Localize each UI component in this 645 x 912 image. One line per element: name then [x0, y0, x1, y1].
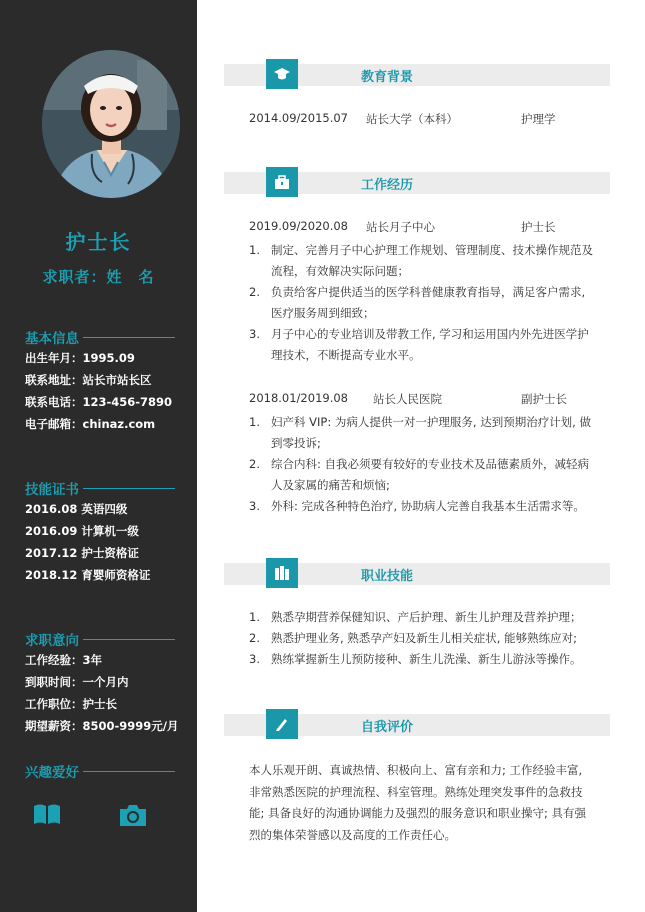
skills-header	[224, 563, 610, 585]
list-item: 2. 熟悉护理业务, 熟悉孕产妇及新生儿相关症状, 能够熟练应对;	[249, 631, 577, 645]
basic-info-heading: 基本信息	[25, 331, 79, 347]
company-name: 站长人民医院	[373, 392, 442, 406]
divider	[83, 639, 175, 640]
self-evaluation-header	[224, 714, 610, 736]
job-intention-section	[25, 629, 179, 737]
certificates-section	[25, 478, 175, 586]
email: 电子邮箱：chinaz.com	[25, 417, 156, 431]
school-name: 站长大学（本科）	[366, 112, 458, 126]
list-item: 1. 妇产科 VIP: 为病人提供一对一护理服务, 达到预期治疗计划, 做到零投诉;	[249, 415, 591, 450]
badge	[266, 59, 298, 89]
address: 联系地址：站长市站长区	[25, 373, 152, 387]
major: 护理学	[521, 112, 556, 126]
badge	[266, 558, 298, 588]
briefcase-icon	[274, 174, 290, 190]
experience: 工作经验：3年	[25, 653, 103, 667]
badge	[266, 709, 298, 739]
book-icon	[33, 803, 61, 825]
list-item: 3. 外科: 完成各种特色治疗, 协助病人完善自我基本生活需求等。	[249, 499, 585, 513]
certificate-item: 2016.08 英语四级	[25, 502, 128, 516]
self-evaluation-text: 本人乐观开朗、真诚热情、积极向上、富有亲和力; 工作经验丰富, 非常熟悉医院的护理流程、科室管理。熟练处理突发事件的急救技能; 具备良好的沟通协调能力及强烈的服务意识和职业操守; 具有强烈的集体荣誉感以及高度的工作责任心。	[249, 763, 587, 842]
education-heading: 教育背景	[361, 70, 414, 85]
divider	[83, 488, 175, 489]
expected-salary: 期望薪资：8500-9999元/月	[25, 719, 179, 733]
certificates-heading: 技能证书	[25, 482, 79, 498]
hobbies-heading: 兴趣爱好	[25, 765, 79, 781]
job-period: 2019.09/2020.08	[249, 219, 348, 233]
phone: 联系电话：123-456-7890	[25, 395, 173, 409]
position: 工作职位：护士长	[25, 697, 117, 711]
education-header	[224, 64, 610, 86]
books-icon	[274, 565, 290, 581]
job-period: 2018.01/2019.08	[249, 391, 348, 405]
job-intention-heading: 求职意向	[25, 633, 79, 649]
work-heading: 工作经历	[361, 178, 414, 193]
pencil-icon	[274, 716, 290, 732]
certificate-item: 2018.12 育婴师资格证	[25, 568, 151, 582]
education-period: 2014.09/2015.07	[249, 111, 348, 125]
skills-list	[249, 607, 594, 670]
list-item: 1. 制定、完善月子中心护理工作规划、管理制度、技术操作规范及流程，有效解决实际问题；	[249, 243, 593, 278]
basic-info-section	[25, 327, 175, 435]
list-item: 3. 月子中心的专业培训及带教工作, 学习和运用国内外先进医学护理技术，不断提高专业水平。	[249, 327, 589, 362]
applicant-name: 求职者：姓 名	[42, 268, 155, 286]
list-item: 2. 负责给客户提供适当的医学科普健康教育指导，满足客户需求,医疗服务周到细致；	[249, 285, 586, 320]
job-position: 副护士长	[521, 392, 567, 406]
sidebar	[0, 0, 197, 912]
certificate-item: 2016.09 计算机一级	[25, 524, 139, 538]
hobby-icons	[30, 803, 170, 829]
company-name: 站长月子中心	[366, 220, 435, 234]
camera-icon	[118, 803, 148, 827]
list-item: 1. 熟悉孕期营养保健知识、产后护理、新生儿护理及营养护理；	[249, 610, 582, 624]
job-duties-list	[249, 412, 594, 517]
badge	[266, 167, 298, 197]
hobbies-section	[25, 761, 175, 781]
avatar	[42, 50, 180, 198]
certificate-item: 2017.12 护士资格证	[25, 546, 139, 560]
skills-heading: 职业技能	[361, 569, 414, 584]
graduation-cap-icon	[274, 66, 290, 82]
job-duties-list	[249, 240, 594, 366]
list-item: 3. 熟练掌握新生儿预防接种、新生儿洗澡、新生儿游泳等操作。	[249, 652, 582, 666]
job-position: 护士长	[521, 220, 556, 234]
divider	[83, 771, 175, 772]
start-time: 到职时间：一个月内	[25, 675, 129, 689]
work-header	[224, 172, 610, 194]
job-title: 护士长	[65, 230, 132, 254]
self-evaluation-heading: 自我评价	[361, 720, 414, 735]
list-item: 2. 综合内科: 自我必须要有较好的专业技术及品德素质外，减轻病人及家属的痛苦和烦恼;	[249, 457, 590, 492]
divider	[83, 337, 175, 338]
birth-date: 出生年月：1995.09	[25, 351, 135, 365]
